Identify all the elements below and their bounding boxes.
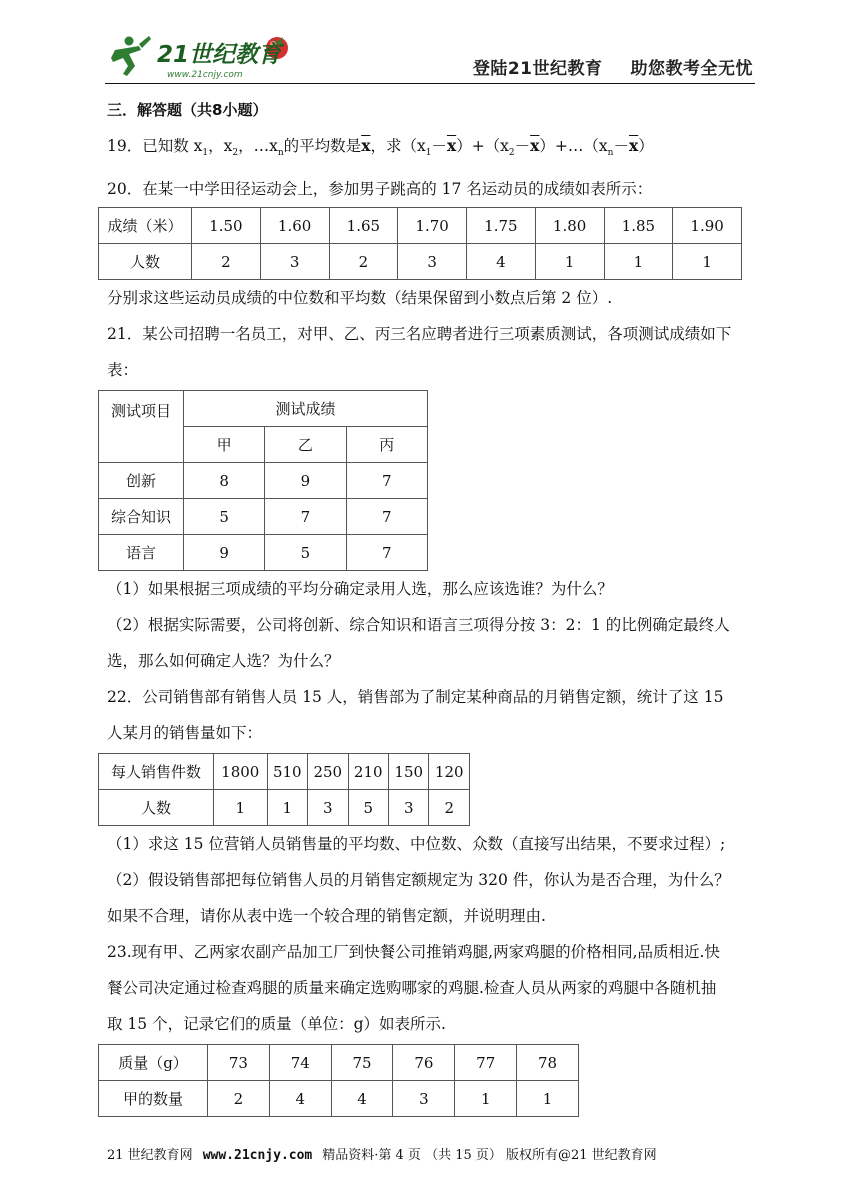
table-cell: 3 (398, 244, 467, 280)
question-20-intro: 20．在某一中学田径运动会上，参加男子跳高的 17 名运动员的成绩如表所示： (107, 180, 653, 199)
slogan-right: 助您教考全无忧 (630, 59, 753, 79)
table-row (99, 244, 742, 280)
logo-text: 21世纪教育 (157, 42, 282, 68)
table-cell: 510 (267, 754, 307, 790)
table-cell: 5 (184, 499, 265, 535)
question-22-part-2: （2）假设销售部把每位销售人员的月销售定额规定为 320 件，你认为是否合理，为什么？ (107, 871, 730, 890)
table-cell: 语言 (99, 535, 184, 571)
table-cell: 4 (269, 1081, 331, 1117)
table-cell: 9 (265, 463, 346, 499)
question-22-intro: 22．公司销售部有销售人员 15 人，销售部为了制定某种商品的月销售定额，统计了这 15 (107, 688, 724, 707)
table-corner-cell: 测试项目 (99, 391, 184, 463)
table-cell: 每人销售件数 (99, 754, 214, 790)
document-body (107, 92, 755, 1117)
table-row (99, 790, 470, 826)
table-row (99, 1045, 579, 1081)
question-19: 19．已知数 $x_1$，$x_2$，$\dots x_n$的平均数是$\overline{x}$，求$(x_1-\overline{x})+(x_2-\overline{x})+\dots(x_n-\overline{x})$ (107, 136, 654, 159)
table-row (99, 754, 470, 790)
table-row (99, 535, 428, 571)
table-cell: 250 (308, 754, 348, 790)
drumstick-mass-table (98, 1044, 579, 1117)
table-cell: 5 (265, 535, 346, 571)
table-cell: 1.75 (467, 208, 536, 244)
table-cell: 75 (331, 1045, 393, 1081)
table-cell: 1 (673, 244, 742, 280)
footer-right: 精品资料·第 4 页 （共 15 页） 版权所有@21 世纪教育网 (322, 1148, 657, 1163)
table-cell: 2 (208, 1081, 270, 1117)
table-cell: 76 (393, 1045, 455, 1081)
table-cell: 创新 (99, 463, 184, 499)
footer-site-link[interactable]: www.21cnjy.com (202, 1148, 313, 1163)
table-cell: 成绩（米） (99, 208, 192, 244)
table-cell: 3 (393, 1081, 455, 1117)
table-cell: 1.50 (192, 208, 261, 244)
table-cell: 1 (267, 790, 307, 826)
page-header (105, 28, 755, 84)
table-cell: 综合知识 (99, 499, 184, 535)
runner-icon (111, 36, 151, 76)
table-cell: 73 (208, 1045, 270, 1081)
table-cell: 1.65 (329, 208, 398, 244)
table-cell: 1.60 (260, 208, 329, 244)
table-cell: 1 (214, 790, 268, 826)
table-cell: 人数 (99, 790, 214, 826)
table-cell: 4 (331, 1081, 393, 1117)
table-cell: 7 (346, 499, 427, 535)
table-cell: 1800 (214, 754, 268, 790)
table-col-header: 丙 (346, 427, 427, 463)
question-20-task: 分别求这些运动员成绩的中位数和平均数（结果保留到小数点后第 2 位）. (107, 289, 613, 308)
question-21-intro-cont: 表： (107, 361, 139, 380)
table-cell: 1 (535, 244, 604, 280)
section-title: 三．解答题（共8小题） (107, 101, 268, 119)
question-21-intro: 21．某公司招聘一名员工，对甲、乙、丙三名应聘者进行三项素质测试，各项测试成绩如下 (107, 325, 732, 344)
slogan-left: 登陆21世纪教育 (472, 59, 603, 79)
question-23-line-1: 23.现有甲、乙两家农副产品加工厂到快餐公司推销鸡腿,两家鸡腿的价格相同,品质相近.快 (107, 943, 720, 962)
table-cell: 210 (348, 754, 388, 790)
question-22-part-1: （1）求这 15 位营销人员销售量的平均数、中位数、众数（直接写出结果，不要求过程）; (107, 835, 726, 854)
table-cell: 120 (429, 754, 470, 790)
header-divider (105, 83, 755, 84)
table-row (99, 499, 428, 535)
table-cell: 2 (429, 790, 470, 826)
table-cell: 人数 (99, 244, 192, 280)
table-row (99, 463, 428, 499)
table-row (99, 391, 428, 427)
table-cell: 2 (329, 244, 398, 280)
table-cell: 7 (346, 463, 427, 499)
high-jump-table (98, 207, 742, 280)
question-21-part-2: （2）根据实际需要，公司将创新、综合知识和语言三项得分按 3：2：1 的比例确定最终人 (107, 616, 730, 635)
table-cell: 4 (467, 244, 536, 280)
table-col-header: 甲 (184, 427, 265, 463)
table-cell: 8 (184, 463, 265, 499)
sales-table (98, 753, 470, 826)
table-cell: 1 (604, 244, 673, 280)
table-group-header: 测试成绩 (184, 391, 428, 427)
table-cell: 74 (269, 1045, 331, 1081)
page-footer (107, 1144, 657, 1163)
candidate-scores-table (98, 390, 428, 571)
table-cell: 3 (388, 790, 428, 826)
table-cell: 1.80 (535, 208, 604, 244)
table-cell: 1.70 (398, 208, 467, 244)
table-cell: 3 (308, 790, 348, 826)
table-cell: 150 (388, 754, 428, 790)
logo-url: www.21cnjy.com (167, 70, 243, 80)
table-cell: 1 (455, 1081, 517, 1117)
table-cell: 7 (346, 535, 427, 571)
table-cell: 甲的数量 (99, 1081, 208, 1117)
table-cell: 1 (517, 1081, 579, 1117)
table-cell: 1.90 (673, 208, 742, 244)
table-cell: 78 (517, 1045, 579, 1081)
table-cell: 5 (348, 790, 388, 826)
question-23-line-2: 餐公司决定通过检查鸡腿的质量来确定选购哪家的鸡腿.检查人员从两家的鸡腿中各随机抽 (107, 979, 717, 998)
table-row (99, 1081, 579, 1117)
table-cell: 1.85 (604, 208, 673, 244)
table-cell: 9 (184, 535, 265, 571)
table-col-header: 乙 (265, 427, 346, 463)
table-cell: 77 (455, 1045, 517, 1081)
table-cell: 2 (192, 244, 261, 280)
question-22-intro-cont: 人某月的销售量如下： (107, 724, 263, 743)
table-cell: 3 (260, 244, 329, 280)
slogan (473, 54, 753, 79)
question-21-part-1: （1）如果根据三项成绩的平均分确定录用人选，那么应该选谁？为什么？ (107, 580, 613, 599)
question-21-part-2-cont: 选，那么如何确定人选？为什么？ (107, 652, 340, 671)
question-23-line-3: 取 15 个，记录它们的质量（单位：g）如表所示. (107, 1015, 446, 1034)
table-row (99, 208, 742, 244)
footer-left: 21 世纪教育网 (107, 1148, 193, 1163)
site-logo (105, 32, 305, 80)
table-cell: 质量（g） (99, 1045, 208, 1081)
question-22-part-2-cont: 如果不合理，请你从表中选一个较合理的销售定额，并说明理由. (107, 907, 546, 926)
table-cell: 7 (265, 499, 346, 535)
